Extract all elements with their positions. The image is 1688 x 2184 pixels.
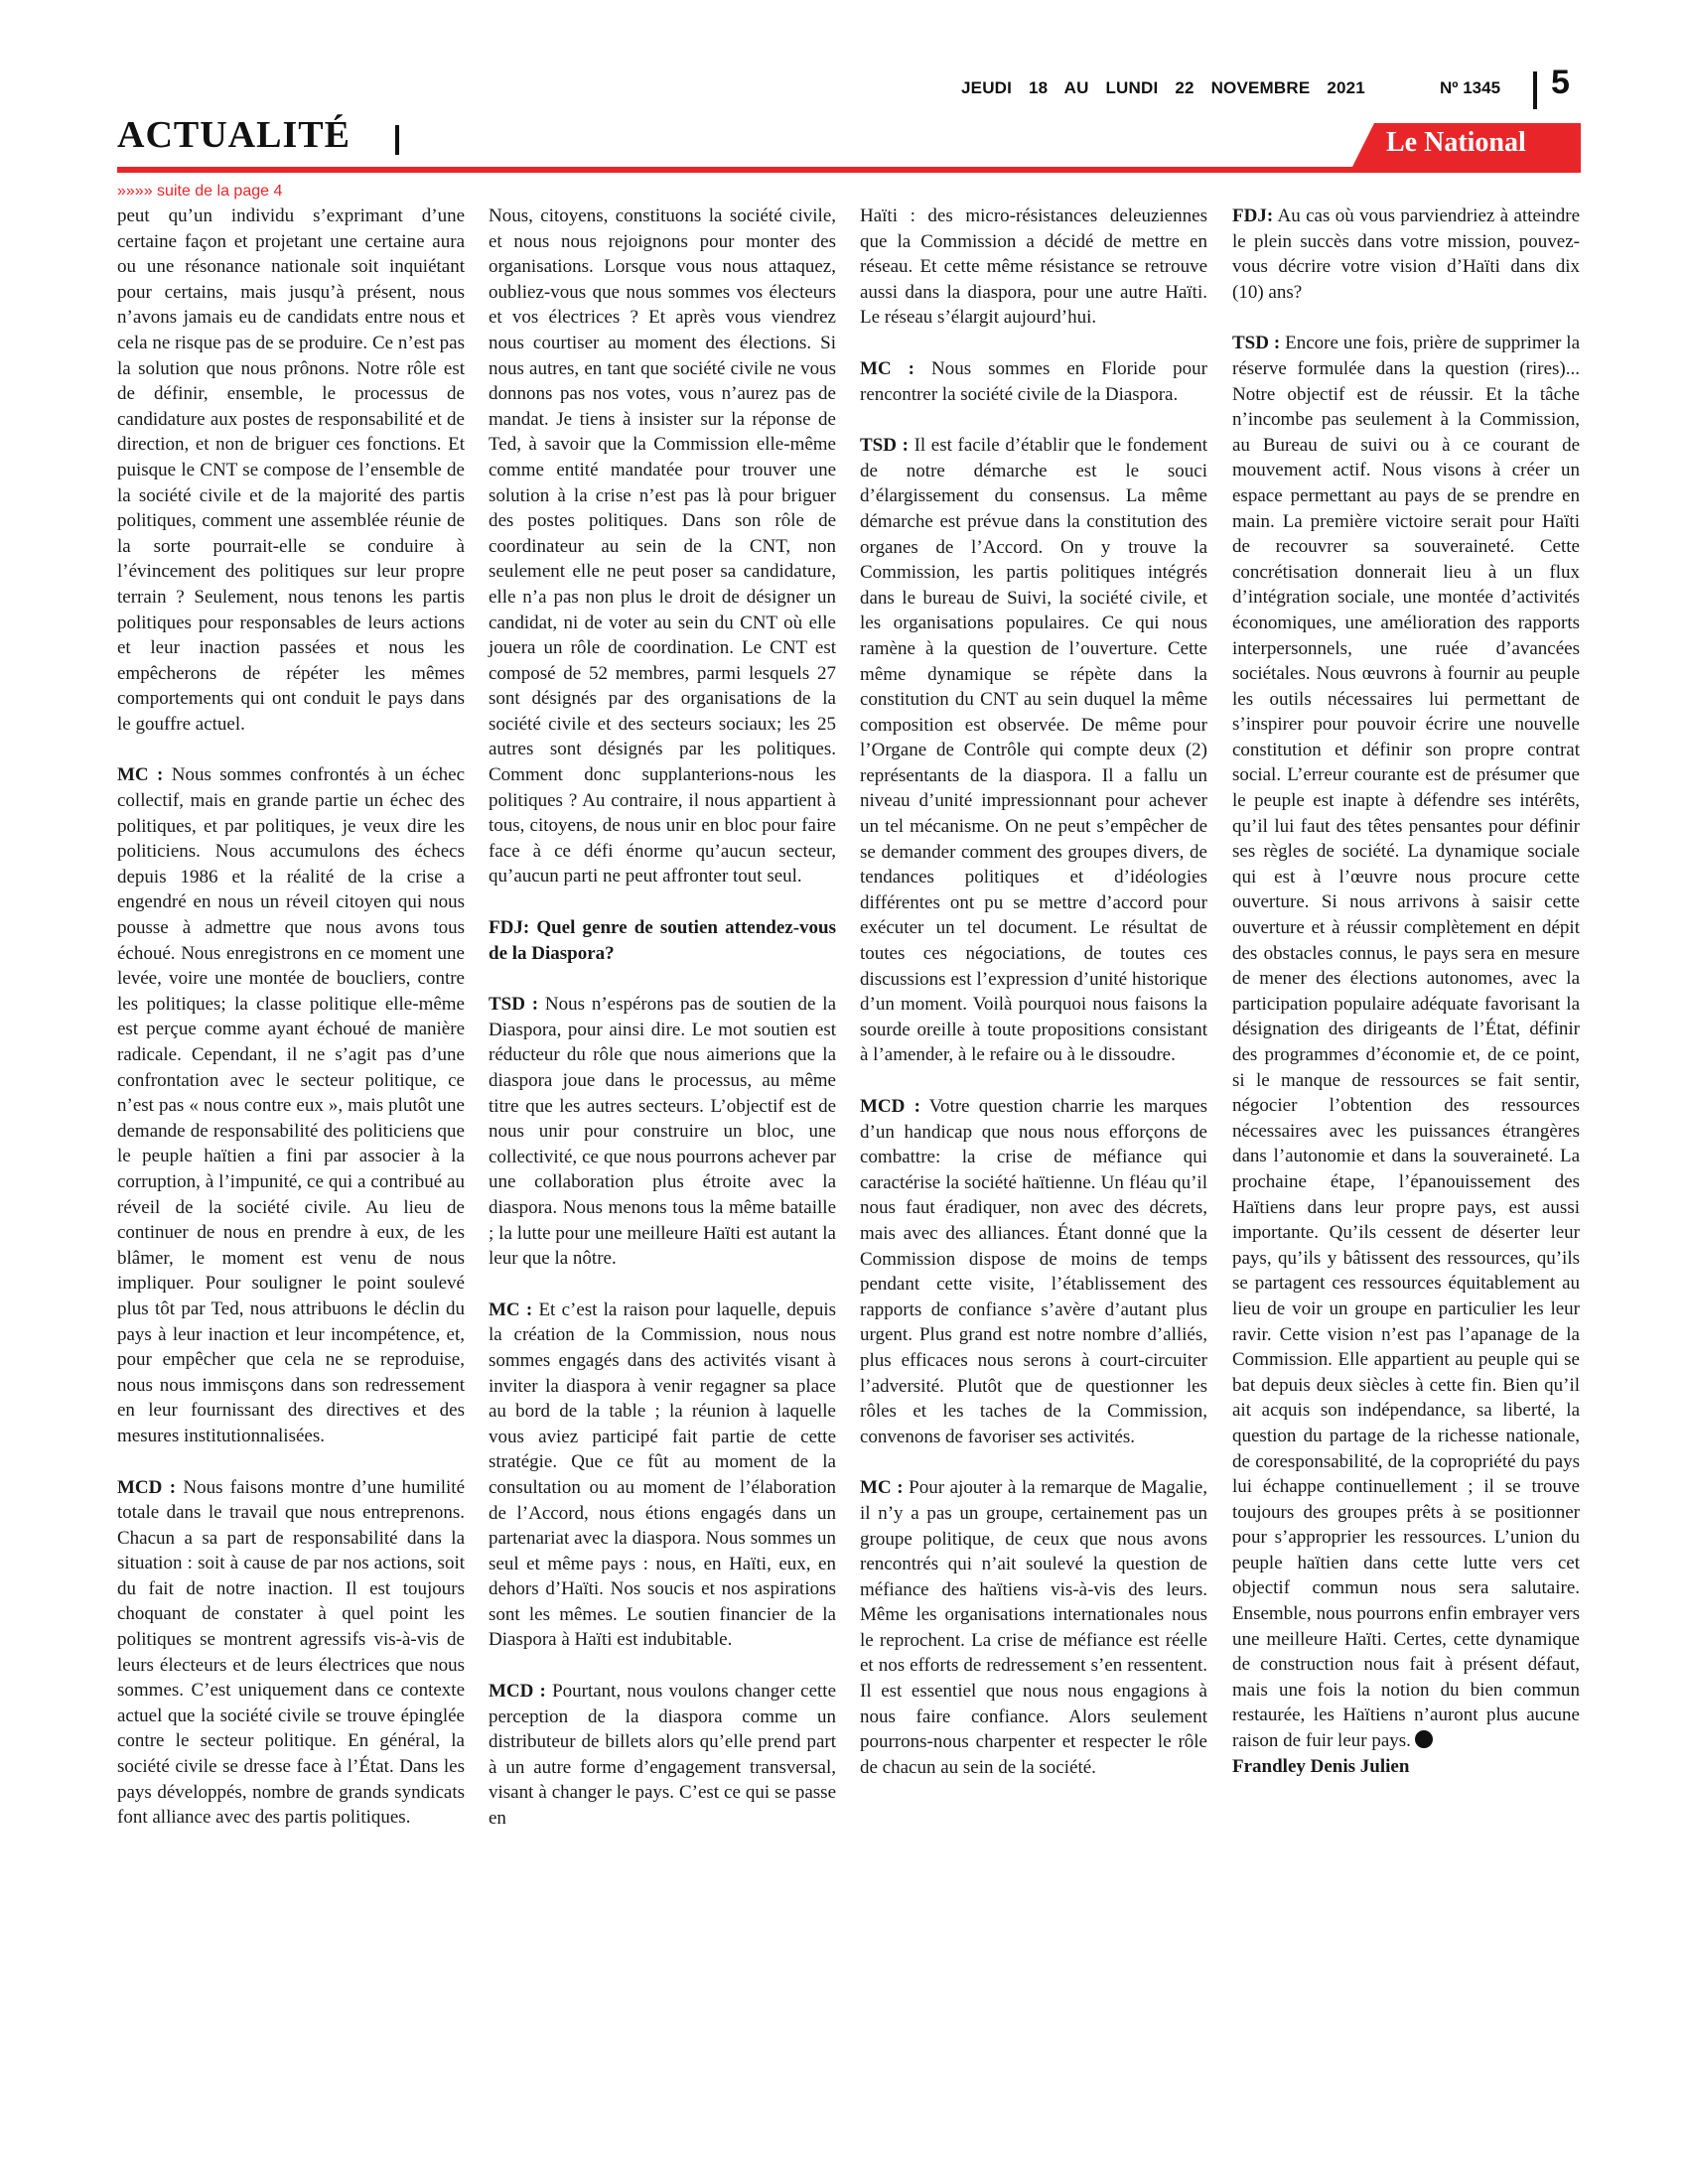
speaker-label: TSD : <box>860 435 909 457</box>
paragraph-text: Au cas où vous parviendriez à atteindre le plein succès dans votre mission, pouvez-vous décrire votre vision d’Haïti dans dix (10) ans? <box>1232 205 1581 303</box>
article-paragraph <box>860 433 1207 1068</box>
byline: Frandley Denis Julien <box>1232 1755 1410 1777</box>
brand-name: Le National <box>1386 127 1526 158</box>
speaker-label: FDJ: Quel genre de soutien attendez-vous de la Diaspora? <box>489 917 836 964</box>
paragraph-text: Pour ajouter à la remarque de Magalie, il n’y a pas un groupe, certainement pas un groupe politique, de ceux que nous avons rencontrés qui n’ait soulevé la question de méfiance des haïtiens vis-à-vis des leurs. Même les organisations internationales nous le reprochent. La crise de méfiance est réelle et nos efforts de redressement s’en ressentent. Il est essentiel que nous nous engagions à nous faire confiance. Alors seulement pourrons-nous charpenter et respecter le rôle de chacun au sein de la société. <box>860 1477 1208 1778</box>
article-paragraph <box>860 1475 1207 1780</box>
paragraph-text: Nous n’espérons pas de soutien de la Diaspora, pour ainsi dire. Le mot soutien est réducteur du rôle que nous aimerions que la diaspora joue dans le processus, au même titre que les autres secteurs. L’objectif est de nous unir pour construire un bloc, une collectivité, ce que nous pourrons achever par une collaboration plus étroite avec la diaspora. Nous menons tous la même bataille ; la lutte pour une meilleure Haïti est autant la leur que la nôtre. <box>489 994 836 1270</box>
speaker-label: FDJ: <box>1232 205 1274 226</box>
speaker-label: MCD : <box>860 1096 920 1117</box>
section-divider <box>395 125 399 155</box>
speaker-label: MC : <box>860 357 914 379</box>
section-title: ACTUALITÉ <box>117 114 351 156</box>
article-body <box>117 204 1581 2129</box>
speaker-label: MC : <box>860 1477 904 1499</box>
page-number: 5 <box>1551 64 1570 101</box>
paragraph-text: Votre question charrie les marques d’un handicap que nous nous efforçons de combattre: la crise de méfiance qui caractérise la société haïtienne. Un fléau qu’il nous faut éradiquer, non avec des décrets, mais avec des alliances. Étant donné que la Commission dispose de moins de temps pendant cette visite, l’établissement des rapports de confiance s’avère d’autant plus urgent. Plus grand est notre nombre d’alliés, plus efficaces nous serons à court-circuiter l’adversité. Plutôt que de questionner les rôles et les taches de la Commission, convenons de favoriser ses activités. <box>860 1096 1207 1447</box>
article-paragraph <box>489 204 836 889</box>
paragraph-text: peut qu’un individu s’exprimant d’une certaine façon et projetant une certaine aura ou une résonance nationale soit inquiétant pour certains, mais jusqu’à présent, nous n’avons jamais eu de candidats entre nous et cela ne risque pas de se produire. Ce n’est pas la solution que nous prônons. Notre rôle est de définir, ensemble, le processus de candidature aux postes de responsabilité et de direction, et non de briguer ces fonctions. Et puisque le CNT se compose de l’ensemble de la société civile et de la majorité des partis politiques, comment une assemblée réunie de la sorte pourrait-elle se conduire à l’évincement des politiques sur leur propre terrain ? Seulement, nous tenons les partis politiques pour responsables de leurs actions et leur inaction passées et nous les empêcherons de répéter les mêmes comportements qui ont conduit le pays dans le gouffre actuel. <box>117 205 465 735</box>
article-paragraph <box>860 1094 1207 1449</box>
speaker-label: MCD : <box>489 1681 546 1703</box>
article-column-2 <box>489 204 836 1857</box>
paragraph-text: Nous sommes confrontés à un échec collectif, mais en grande partie un échec des politiques, et par politiques, je veux dire les politiciens. Nous accumulons des échecs depuis 1986 et la réalité de la crise a engendré en nous un réveil citoyen qui nous pousse à admettre que nous avons tous échoué. Nous enregistrons en ce moment une levée, voire une montée de boucliers, contre les politiques; la classe politique elle-même est perçue comme ayant échoué de manière radicale. Cependant, il ne s’agit pas d’une confrontation avec le secteur politique, ce n’est pas « nous contre eux », mais plutôt une demande de responsabilité des politiciens que le peuple haïtien a fini par associer à la corruption, à l’impunité, ce qui a contribué au réveil de la société civile. Au lieu de continuer de nous en prendre à eux, de les blâmer, le moment est venu de nous impliquer. Pour souligner le point soulevé plus tôt par Ted, nous attribuons le déclin du pays à leur inaction et leur incompétence, et, pour empêcher que cela ne se reproduise, nous nous immisçons dans son redressement en leur fournissant des directives et des mesures institutionnalisées. <box>117 764 465 1446</box>
issue-number: Nº 1345 <box>1440 78 1501 97</box>
article-paragraph <box>1232 204 1580 305</box>
article-paragraph <box>489 1679 836 1832</box>
paragraph-text: Nous sommes en Floride pour rencontrer la société civile de la Diaspora. <box>860 357 1208 405</box>
article-paragraph <box>117 1475 465 1831</box>
paragraph-text: Pourtant, nous voulons changer cette perception de la diaspora comme un distributeur de billets alors qu’elle prend part à un autre forme d’engagement transversal, visant à changer le pays. C’est ce qui se passe en <box>489 1681 837 1830</box>
speaker-label: TSD : <box>489 994 539 1016</box>
speaker-label: TSD : <box>1232 333 1281 354</box>
article-paragraph <box>117 204 465 737</box>
paragraph-text: Encore une fois, prière de supprimer la réserve formulée dans la question (rires)... Notre objectif est de réussir. Et la tâche n’incombe pas seulement à la Commission, au Bureau de suivi ou à ce courant de mouvement actif. Nous visons à créer un espace permettant au pays de se prendre en main. La première victoire serait pour Haïti de recouvrer sa souveraineté. Cette concrétisation donnerait lieu à un flux d’intégration sociale, une montée d’activités économiques, une amélioration des rapports interpersonnels, une ruée d’avancées sociétales. Nous œuvrons à fournir au peuple les outils nécessaires lui permettant de s’inspirer pour pouvoir écrire une nouvelle constitution et définir son propre contrat social. L’erreur courante est de présumer que le peuple est inapte à défendre ses intérêts, qu’il lui faut des têtes pensantes pour définir ses règles de société. La dynamique sociale qui est à l’œuvre nous procure cette ouverture. Si nous arrivons à saisir cette ouverture et à réussir complètement en dépit des obstacles connus, le pays sera en mesure de mener des élections autonomes, avec la participation populaire adéquate favorisant la désignation des dirigeants de l’État, définir des programmes d’économie et, de ce point, si le manque de ressources se fait sentir, négocier l’obtention des ressources nécessaires avec les puissances étrangères dans l’autonomie et dans la souveraineté. La prochaine étape, l’épanouissement des Haïtiens dans leur propre pays, est aussi importante. Qu’ils cessent de déserter leur pays, qu’ils y bâtissent des ressources, qu’ils se partagent ces ressources équitablement au lieu de voir un groupe en particulier les leur ravir. Cette vision n’est pas l’apanage de la Commission. Elle appartient au peuple qui se bat depuis deux siècles à cette fin. Bien qu’il ait acquis son indépendance, sa liberté, la question du partage de la richesse nationale, de coresponsabilité, de la copropriété du pays lui échappe continuellement ; il se trouve toujours des groupes prêts à se positionner pour s’approprier les ressources. L’union du peuple haïtien dans cette lutte vers cet objectif commun nous sera salutaire. Ensemble, nous pourrons enfin embrayer vers une meilleure Haïti. Certes, cette dynamique de construction nous fait à présent défaut, mais une fois la notion du bien commun restaurée, les Haïtiens n’auront plus aucune raison de fuir leur pays. <box>1232 333 1581 1752</box>
paragraph-text: Nous faisons montre d’une humilité totale dans le travail que nous entreprenons. Chacun a sa part de responsabilité dans la situation : soit à cause de par nos actions, soit du fait de notre inaction. Il est toujours choquant de constater à quel point les politiques se montrent agressifs vis-à-vis de leurs électeurs et de leurs électrices que nous sommes. C’est uniquement dans ce contexte actuel que la société civile se trouve épinglée contre le secteur politique. En général, la société civile se dresse face à l’État. Dans les pays développés, nombre de grands syndicats font alliance avec des partis politiques. <box>117 1476 465 1829</box>
article-paragraph <box>117 762 465 1448</box>
speaker-label: MC : <box>489 1298 533 1320</box>
article-paragraph <box>1232 331 1580 1753</box>
article-paragraph <box>489 915 836 966</box>
article-paragraph <box>860 356 1207 407</box>
paragraph-text: Et c’est la raison pour laquelle, depuis la création de la Commission, nous nous sommes engagés dans des activités visant à inviter la diaspora à venir regagner sa place au bord de la table ; la réunion à laquelle vous aviez participé fait partie de cette stratégie. Que ce fût au moment de la consultation ou au moment de l’élaboration de l’Accord, nous étions engagés dans un partenariat avec la diaspora. Nous sommes un seul et même pays : nous, en Haïti, eux, en dehors d’Haïti. Nos soucis et nos aspirations sont les mêmes. Le soutien financier de la Diaspora à Haïti est indubitable. <box>489 1298 837 1651</box>
paragraph-text: Nous, citoyens, constituons la société civile, et nous nous rejoignons pour monter des organisations. Lorsque vous nous attaquez, oubliez-vous que nous sommes vos électeurs et vos électrices ? Et après vous viendrez nous courtiser au moment des élections. Si nous autres, en tant que société civile ne vous donnons pas nos votes, vous n’aurez pas de mandat. Je tiens à insister sur la réponse de Ted, à savoir que la Commission elle-même comme entité mandatée pour trouver une solution à la crise n’est pas là pour briguer des postes politiques. Dans son rôle de coordinateur au sein de la CNT, non seulement elle ne peut poser sa candidature, elle n’a pas non plus le droit de désigner un candidat, ni de voter au sein du CNT où elle jouera un rôle de coordination. Le CNT est composé de 52 membres, parmi lesquels 27 sont désignés par des organisations de la société civile et des secteurs sociaux; les 25 autres sont désignés par les politiques. Comment donc supplanterions-nous les politiques ? Au contraire, il nous appartient à tous, citoyens, de nous unir en bloc pour faire face à ce défi énorme qu’aucun secteur, qu’aucun parti ne peut affronter tout seul. <box>489 205 836 887</box>
paragraph-text: Il est facile d’établir que le fondement de notre démarche est le souci d’élargissement du consensus. La même démarche est prévue dans la constitution des organes de l’Accord. On y trouve la Commission, les partis politiques intégrés dans le bureau de Suivi, la société civile, et les organisations populaires. Ce qui nous ramène à la question de l’ouverture. Cette même dynamique se répète dans la constitution du CNT au sein duquel la même composition est observée. De même pour l’Organe de Contrôle qui compte deux (2) représentants de la diaspora. Il a fallu un niveau d’unité impressionnant pour achever un tel mécanisme. On ne peut s’empêcher de se demander comment des groupes divers, de tendances politiques et d’idéologies différentes ont pu se mettre d’accord pour exécuter un tel document. Le résultat de toutes ces négociations, de toutes ces discussions est l’expression d’unité historique d’un moment. Voilà pourquoi nous faisons la sourde oreille à toute propositions consistant à l’amender, à le refaire ou à le dissoudre. <box>860 435 1207 1066</box>
header-rule <box>117 167 1581 173</box>
article-paragraph <box>489 992 836 1272</box>
article-paragraph <box>489 1297 836 1653</box>
article-column-3 <box>860 204 1207 1806</box>
end-mark-icon <box>1415 1730 1433 1748</box>
continued-from: »»»» suite de la page 4 <box>117 183 283 200</box>
article-column-4 <box>1232 204 1580 1805</box>
article-paragraph <box>860 204 1207 331</box>
speaker-label: MCD : <box>117 1476 177 1498</box>
dateline: JEUDI 18 AU LUNDI 22 NOVEMBRE 2021 <box>961 78 1365 97</box>
article-column-1 <box>117 204 465 1856</box>
speaker-label: MC : <box>117 764 164 786</box>
header-divider <box>1533 71 1537 109</box>
paragraph-text: Haïti : des micro-résistances deleuziennes que la Commission a décidé de mettre en réseau. Et cette même résistance se retrouve aussi dans la diaspora, pour une autre Haïti. Le réseau s’élargit aujourd’hui. <box>860 205 1207 329</box>
